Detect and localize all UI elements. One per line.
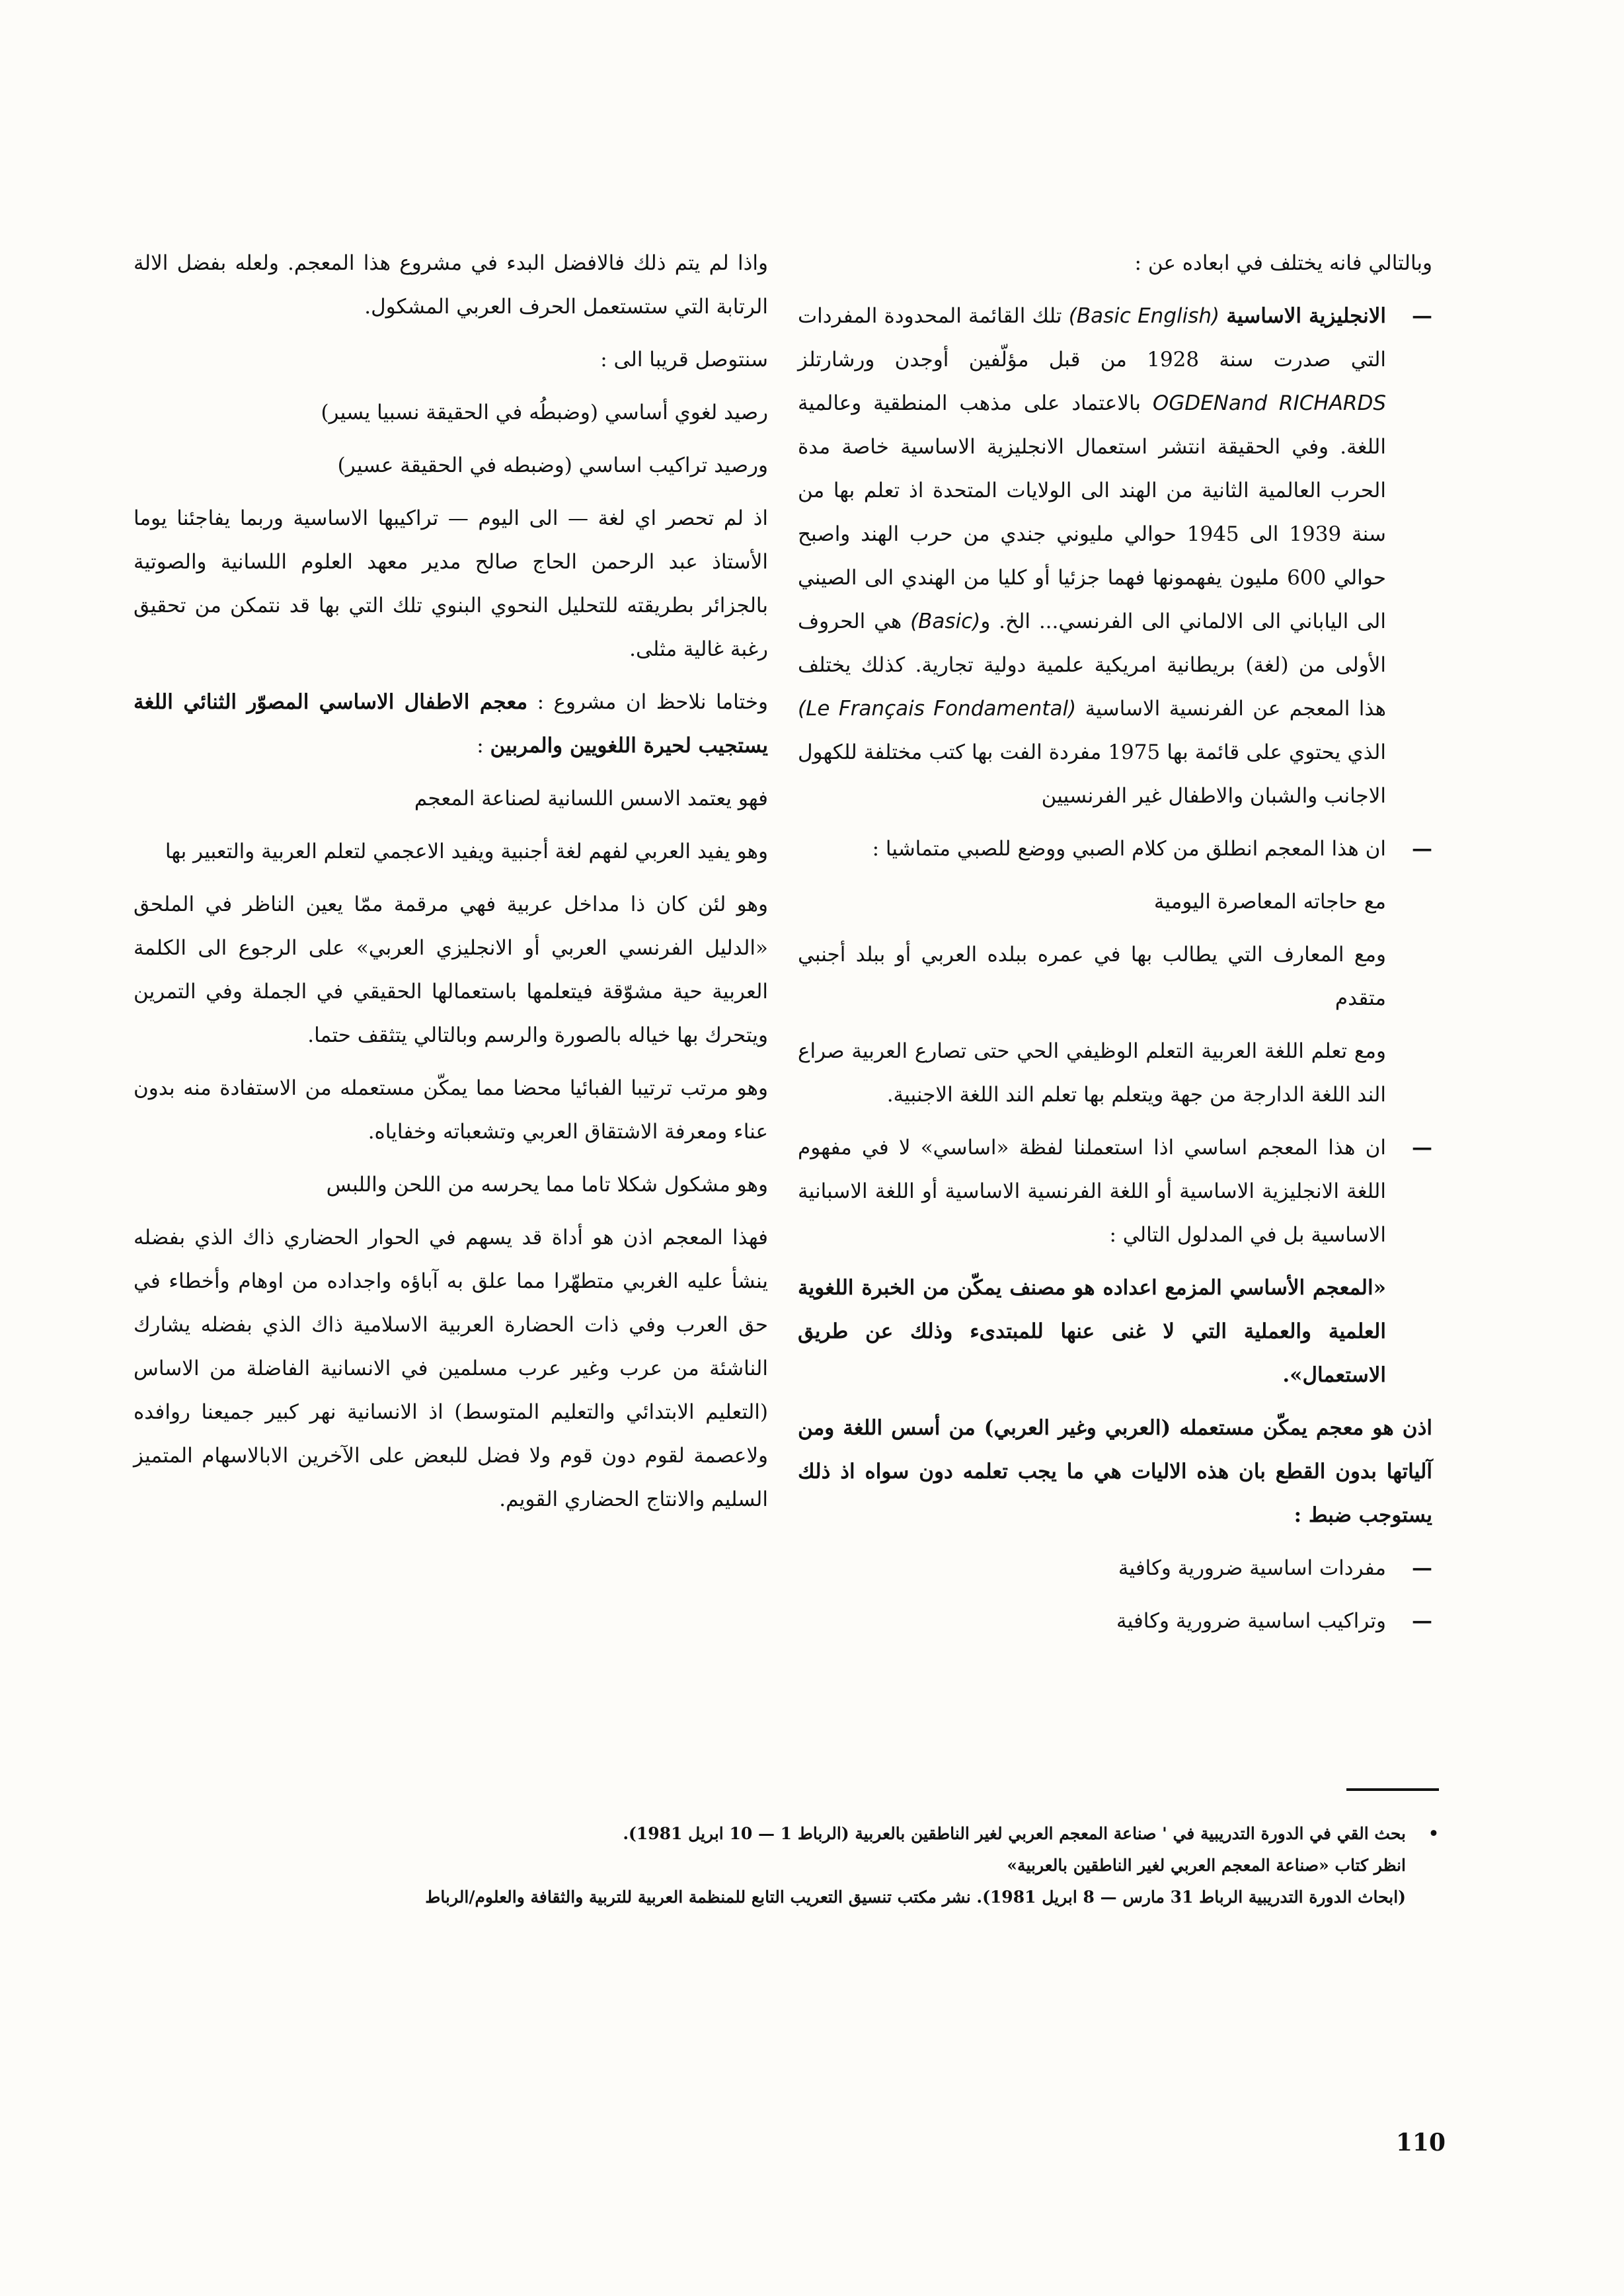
latin-term: (Le Français Fondamental) (798, 697, 1077, 721)
paragraph: سنتوصل قريبا الى : (600, 348, 768, 372)
latin-term: (Basic) (910, 610, 981, 633)
footnote-bullet: • (1428, 1824, 1439, 1843)
paragraph-project (134, 680, 768, 768)
page-number: 110 (1395, 2129, 1446, 2157)
right-column (798, 241, 1432, 1652)
paragraph: وهو مشكول شكلا تاما مما يحرسه من اللحن واللبس (326, 1173, 768, 1197)
paragraph: — ان هذا المعجم انطلق من كلام الصبي ووضع للصبي متماشيا : (798, 827, 1432, 871)
list-item: — وتراكيب اساسية ضرورية وكافية (798, 1599, 1432, 1643)
paragraph: مع حاجاته المعاصرة اليومية (1153, 890, 1386, 914)
paragraph-basic-english (798, 294, 1432, 818)
quote-definition: «المعجم الأساسي المزمع اعداده هو مصنف يمكّن من الخبرة اللغوية العلمية والعملية التي لا غنى عنها للمبتدىء وذلك عن طريق الاستعمال». (798, 1276, 1386, 1387)
footnote: (ابحاث الدورة التدريبية الرباط 31 مارس — 8 ابريل 1981). نشر مكتب تنسيق التعريب التابع للمنظمة العربية للتربية والثقافة والعلوم/الرباط (425, 1887, 1406, 1907)
term-bold: الانجليزية الاساسية (1226, 304, 1387, 328)
paragraph: رصيد لغوي أساسي (وضبطُه في الحقيقة نسبيا يسير) (321, 401, 768, 424)
left-column (134, 241, 768, 1530)
paragraph: وبالتالي فانه يختلف في ابعاده عن : (1134, 251, 1432, 275)
text-run: وختاما نلاحظ ان مشروع : (527, 690, 769, 714)
paragraph: ورصيد تراكيب اساسي (وضبطه في الحقيقة عسير) (337, 454, 768, 477)
footnote-divider (1346, 1788, 1439, 1791)
footnote: انظر كتاب «صناعة المعجم العربي لغير الناطقين بالعربية» (1007, 1856, 1406, 1875)
paragraph: — ان هذا المعجم اساسي اذا استعملنا لفظة «اساسي» لا في مفهوم اللغة الانجليزية الاساسية أو اللغة الفرنسية الاساسية أو اللغة الاسبانية الاساسية بل في المدلول التالي : (798, 1126, 1432, 1257)
text-run: الذي يحتوي على قائمة بها 1975 مفردة الفت بها كتب مختلفة للكهول الاجانب والشبان والاطفال غير الفرنسيين (798, 740, 1386, 808)
text-run: بالاعتماد على مذهب المنطقية وعالمية اللغة. وفي الحقيقة انتشر استعمال الانجليزية الاساسية خاصة مدة الحرب العالمية الثانية من الهند الى الولايات المتحدة اذ تعلم بها من سنة 1939 الى 1945 حوالي مليوني جندي من حرب الهند واصبح حوالي 600 مليون يفهمونها فهما جزئيا أو كليا من الهندي الى الصيني الى الياباني الى الالماني الى الفرنسي... الخ. و (798, 391, 1387, 633)
project-title: معجم الاطفال الاساسي المصوّر الثنائي اللغة يستجيب لحيرة اللغويين والمربين (134, 690, 768, 758)
list-item: — مفردات اساسية ضرورية وكافية (798, 1546, 1432, 1590)
paragraph: فهذا المعجم اذن هو أداة قد يسهم في الحوار الحضاري ذاك الذي بفضله ينشأ عليه الغربي متطهّرا مما علق به آباؤه واجداده من اوهام وأخطاء في حق العرب وفي ذات الحضارة العربية الاسلامية ذاك الذي بفضله يشارك الناشئة من عرب وغير عرب مسلمين في الانسانية الفاضلة من الاساس (التعليم الابتدائي والتعليم المتوسط) اذ الانسانية نهر كبير جميعنا روافده ولاعصمة لقوم دون قوم ولا فضل للبعض على الآخرين الابالاسهام المتميز السليم والانتاج الحضاري القويم. (134, 1226, 768, 1511)
paragraph: ومع تعلم اللغة العربية التعلم الوظيفي الحي حتى تصارع العربية صراع الند اللغة الدارجة من جهة ويتعلم بها تعلم الند اللغة الاجنبية. (798, 1039, 1386, 1107)
text-run: هي الحروف الأولى من (لغة) بريطانية امريكية علمية دولية تجارية. كذلك يختلف هذا المعجم عن الفرنسية الاساسية (798, 610, 1386, 721)
latin-term: OGDENand RICHARDS (1152, 391, 1386, 415)
footnote (170, 1818, 1439, 1850)
footnotes (170, 1818, 1439, 1913)
paragraph: فهو يعتمد الاسس اللسانية لصناعة المعجم (414, 787, 768, 811)
paragraph: ومع المعارف التي يطالب بها في عمره ببلده العربي أو ببلد أجنبي متقدم (798, 943, 1386, 1010)
paragraph: وهو مرتب ترتيبا الفبائيا محضا مما يمكّن مستعمله من الاستفادة منه بدون عناء ومعرفة الاشتقاق العربي وتشعباته وخفاياه. (134, 1076, 768, 1144)
footnote-text: بحث القي في الدورة التدريبية في ' صناعة المعجم العربي لغير الناطقين بالعربية (الرباط 1 — 10 ابريل 1981). (623, 1824, 1406, 1843)
paragraph: وهو لئن كان ذا مداخل عربية فهي مرقمة ممّا يعين الناظر في الملحق «الدليل الفرنسي العربي أو الانجليزي العربي» على الرجوع الى الكلمة العربية حية مشوّقة فيتعلمها باستعمالها الحقيقي في الجملة وفي التمرين ويتحرك بها خياله بالصورة والرسم وبالتالي يتثقف حتما. (134, 892, 768, 1047)
text-run: : (477, 734, 490, 758)
paragraph: وهو يفيد العربي لفهم لغة أجنبية ويفيد الاعجمي لتعلم العربية والتعبير بها (165, 840, 768, 863)
text-run: تلك القائمة المحدودة المفردات التي صدرت سنة 1928 من قبل مؤلّفين أوجدن ورشارتلز (798, 304, 1387, 372)
paragraph: اذ لم تحصر اي لغة — الى اليوم — تراكيبها الاساسية وربما يفاجئنا يوما الأستاذ عبد الرحمن الحاج صالح مدير معهد العلوم اللسانية والصوتية بالجزائر بطريقته للتحليل النحوي البنوي تلك التي بها قد نتمكن من تحقيق رغبة غالية مثلى. (134, 506, 768, 661)
latin-term: (Basic English) (1068, 304, 1220, 328)
paragraph: اذن هو معجم يمكّن مستعمله (العربي وغير العربي) من أسس اللغة ومن آلياتها بدون القطع بان هذه الاليات هي ما يجب تعلمه دون سواه اذ ذلك يستوجب ضبط : (798, 1416, 1432, 1527)
paragraph: واذا لم يتم ذلك فالافضل البدء في مشروع هذا المعجم. ولعله بفضل الالة الرتابة التي ستستعمل الحرف العربي المشكول. (134, 251, 768, 319)
